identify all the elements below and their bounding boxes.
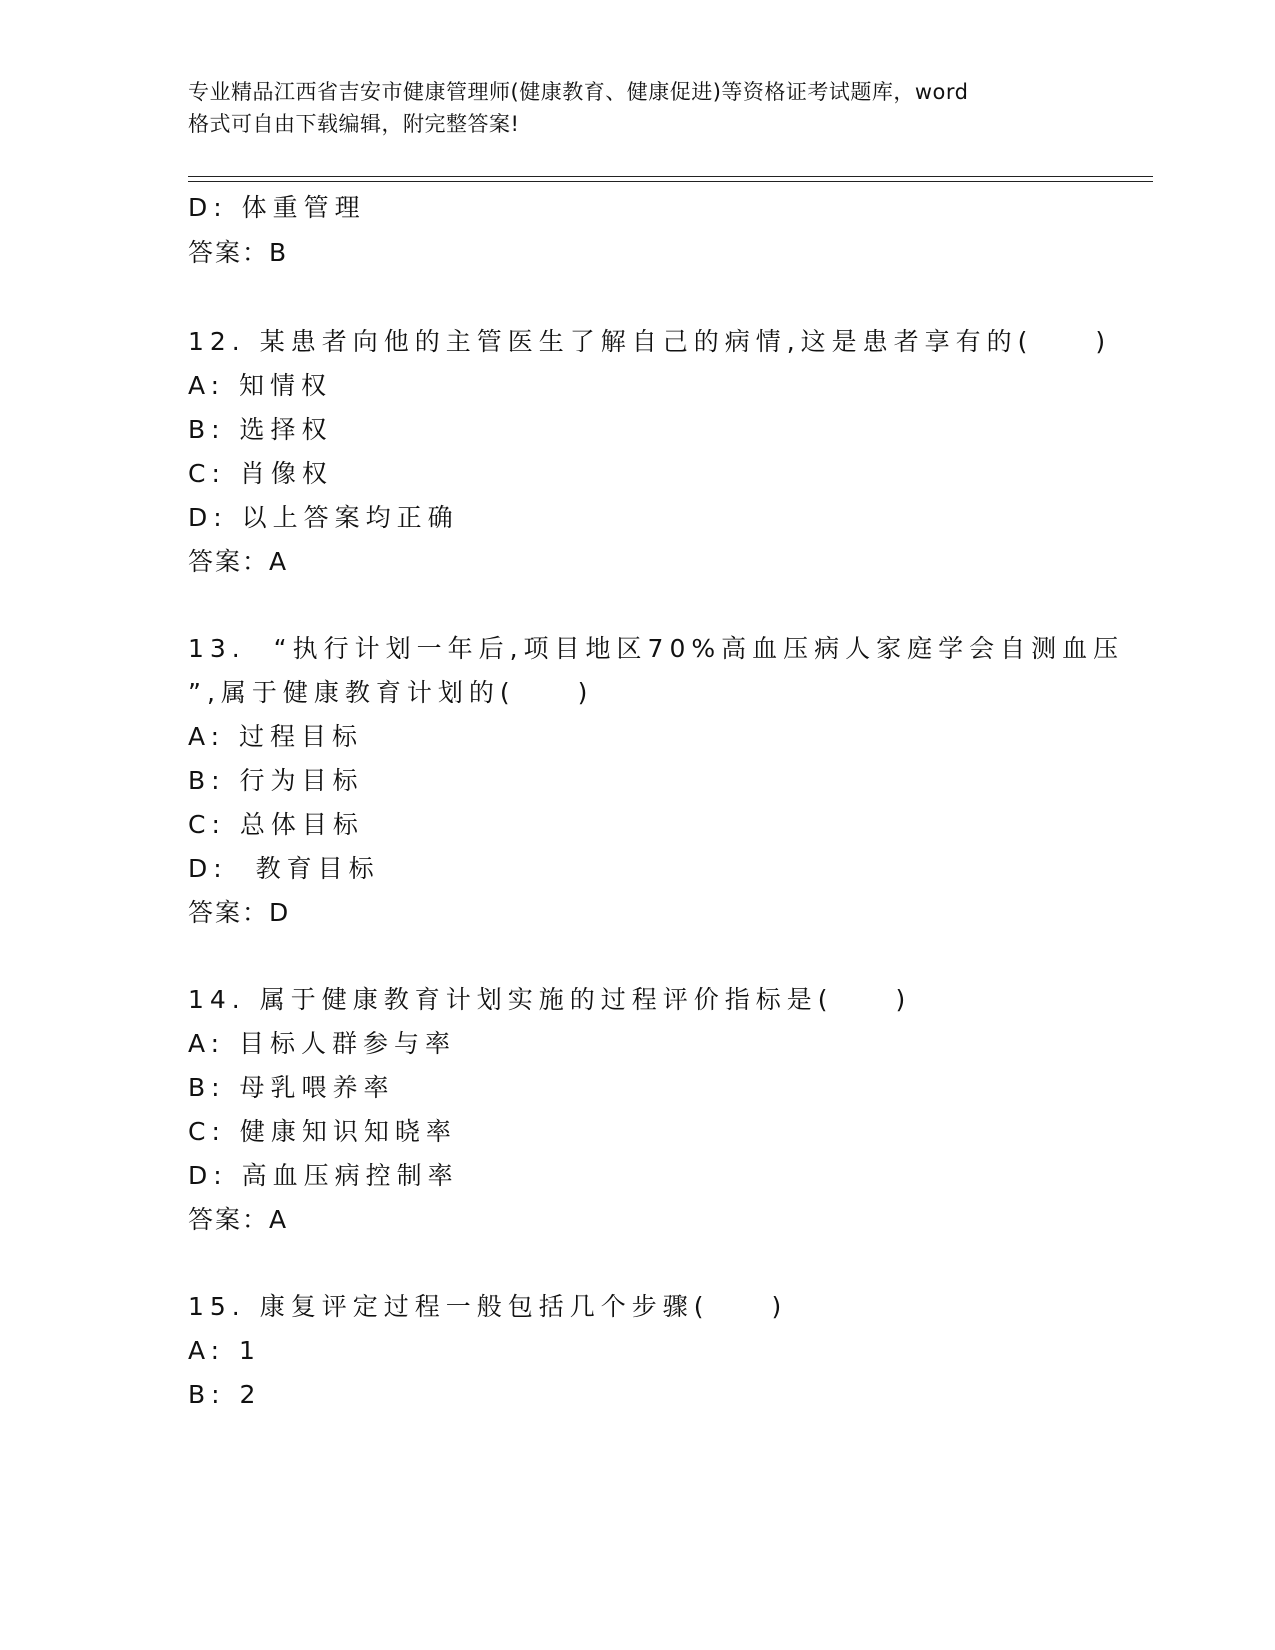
question-15-option-a: A: 1 xyxy=(188,1336,261,1365)
question-13-option-b: B: 行为目标 xyxy=(188,766,364,795)
question-14-option-d: D: 高血压病控制率 xyxy=(188,1161,459,1190)
question-12-option-c: C: 肖像权 xyxy=(188,459,333,488)
question-12-stem: 12. 某患者向他的主管医生了解自己的病情,这是患者享有的( ) xyxy=(188,327,1112,356)
question-12-answer: 答案：A xyxy=(188,547,289,576)
question-13-answer: 答案：D xyxy=(188,898,291,927)
question-12-option-d: D: 以上答案均正确 xyxy=(188,503,459,532)
prev-answer: 答案：B xyxy=(188,238,289,267)
question-13-stem-line-1: 13. “执行计划一年后,项目地区70%高血压病人家庭学会自测血压 xyxy=(188,634,1125,663)
question-15-option-b: B: 2 xyxy=(188,1380,262,1409)
question-14-answer: 答案：A xyxy=(188,1205,289,1234)
header-line-1: 专业精品江西省吉安市健康管理师(健康教育、健康促进)等资格证考试题库，word xyxy=(188,80,969,104)
question-14-option-a: A: 目标人群参与率 xyxy=(188,1029,457,1058)
header-divider-top xyxy=(188,176,1153,177)
question-14-option-c: C: 健康知识知晓率 xyxy=(188,1117,457,1146)
question-15-stem: 15. 康复评定过程一般包括几个步骤( ) xyxy=(188,1292,788,1321)
question-13-stem-line-2: ”,属于健康教育计划的( ) xyxy=(188,678,594,707)
question-13-option-a: A: 过程目标 xyxy=(188,722,364,751)
question-12-option-b: B: 选择权 xyxy=(188,415,333,444)
question-13-option-c: C: 总体目标 xyxy=(188,810,364,839)
prev-option-d: D: 体重管理 xyxy=(188,193,366,222)
question-12-option-a: A: 知情权 xyxy=(188,371,333,400)
header-line-2: 格式可自由下载编辑，附完整答案! xyxy=(188,112,520,136)
question-14-stem: 14. 属于健康教育计划实施的过程评价指标是( ) xyxy=(188,985,912,1014)
question-14-option-b: B: 母乳喂养率 xyxy=(188,1073,395,1102)
question-13-option-d: D: 教育目标 xyxy=(188,854,380,883)
header-divider-bottom xyxy=(188,181,1153,182)
document-header xyxy=(188,76,1098,140)
